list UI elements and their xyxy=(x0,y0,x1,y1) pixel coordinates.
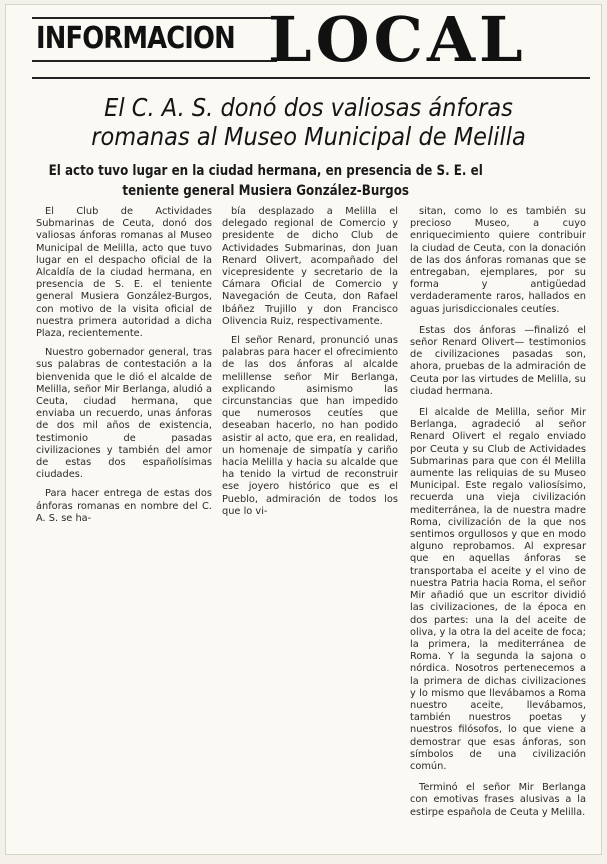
section-masthead xyxy=(28,5,588,83)
masthead-bottom-rule xyxy=(32,77,590,79)
top-rule xyxy=(32,17,277,19)
article-column-1 xyxy=(36,206,212,532)
article-headline: El C. A. S. donó dos valiosas ánforas romanas al Museo Municipal de Melilla xyxy=(91,93,526,151)
newspaper-page xyxy=(6,5,601,854)
paragraph: bía desplazado a Melilla el delegado regional de Comercio y presidente de dicho Club de Actividades Submarinas, don Juan Renard Olivert, acompañado del vicepresidente y secretario de la Cámara Oficial de Comercio y Navegación de Ceuta, don Rafael Ibáñez Trujillo y don Francisco Olivencia Ruiz, respectivamente. xyxy=(222,206,398,327)
paragraph: sitan, como lo es también su precioso Museo, a cuyo enriquecimiento quiere contribuir la ciudad de Ceuta, con la donación de las dos ánforas romanas que se entregaban, ejemplares, por su forma y antigüedad verdaderamente raros, hallados en aguas jurisdiccionales ceutíes. xyxy=(410,206,586,315)
paragraph: El Club de Actividades Submarinas de Ceuta, donó dos valiosas ánforas romanas al Museo Municipal de Melilla, acto que tuvo lugar en el despacho oficial de la Alcaldía de la ciudad hermana, en presencia de S. E. el teniente general Musiera González-Burgos, con motivo de la visita oficial de nuestra primera autoridad a dicha Plaza, recientemente. xyxy=(36,206,212,340)
paragraph: El señor Renard, pronunció unas palabras para hacer el ofrecimiento de las dos ánforas al alcalde melillense señor Mir Berlanga, explicando asimismo las circunstancias que han impedido que numerosos ceutíes que deseaban hacerlo, no han podido asistir al acto, que era, en realidad, un homenaje de simpatía y cariño hacia Melilla y hacia su alcalde que ha tenido la virtud de reconstruir ese joyero histórico que es el Pueblo, admiración de todos los que lo vi- xyxy=(222,335,398,517)
section-label-informacion: INFORMACION xyxy=(36,21,235,56)
paragraph: El alcalde de Melilla, señor Mir Berlanga, agradeció al señor Renard Olivert el regalo enviado por Ceuta y su Club de Actividades Submarinas para que con él Melilla aumente las reliquias de su Museo Municipal. Este regalo valiosísimo, recuerda una vieja civilización mediterránea, la de nuestra madre Roma, civilización de la que nos sentimos orgullosos y que en modo alguno reprobamos. Al expresar que en aquellas ánforas se transportaba el aceite y el vino de nuestra Patria hacia Roma, el señor Mir añadió que un escritor dividió las civilizaciones, de la época en dos partes: una la del aceite de oliva, y la otra la del aceite de foca; la primera, la mediterránea de Roma. Y la segunda la sajona o nórdica. Nosotros pertenecemos a la primera de dichas civilizaciones y lo mismo que llevábamos a Roma nuestro aceite, llevábamos, también nuestros poetas y nuestros filósofos, lo que viene a demostrar que esas ánforas, son símbolos de una civilización común. xyxy=(410,407,586,772)
paragraph: Para hacer entrega de estas dos ánforas romanas en nombre del C. A. S. se ha- xyxy=(36,488,212,524)
label-underline xyxy=(32,60,277,62)
paragraph: Estas dos ánforas —finalizó el señor Renard Olivert— testimonios de civilizaciones pasadas son, ahora, pruebas de la admiración de Ceuta por las virtudes de Melilla, su ciudad hermana. xyxy=(410,324,586,397)
article-column-2 xyxy=(222,206,398,525)
section-label-local: LOCAL xyxy=(268,5,527,76)
paragraph: Terminó el señor Mir Berlanga con emotivas frases alusivas a la estirpe española de Ceuta y Melilla. xyxy=(410,782,586,818)
article-subheadline: El acto tuvo lugar en la ciudad hermana, en presencia de S. E. el teniente general Musiera González-Burgos xyxy=(48,163,483,199)
article-column-3 xyxy=(410,206,586,828)
paragraph: Nuestro gobernador general, tras sus palabras de contestación a la bienvenida que le dió el alcalde de Melilla, señor Mir Berlanga, aludió a Ceuta, ciudad hermana, que enviaba un recuerdo, unas ánforas de dos mil años de existencia, testimonio de pasadas civilizaciones y también del amor de estas dos españolísimas ciudades. xyxy=(36,347,212,481)
article-body xyxy=(36,206,596,851)
